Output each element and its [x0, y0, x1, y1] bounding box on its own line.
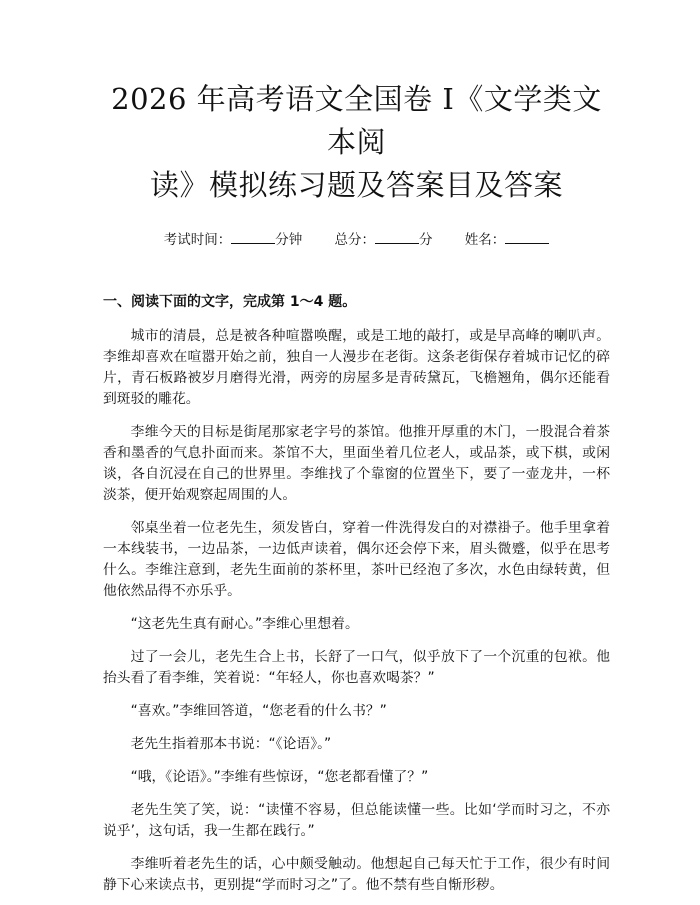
time-unit: 分钟	[275, 232, 303, 248]
score-unit: 分	[419, 232, 433, 248]
title-line-1: 2026 年高考语文全国卷 I《文学类文本阅	[111, 82, 602, 159]
passage-paragraph: 邻桌坐着一位老先生，须发皆白，穿着一件洗得发白的对襟褂子。他手里拿着一本线装书，一边品茶，一边低声读着，偶尔还会停下来，眉头微蹙，似乎在思考什么。李维注意到，老先生面前的茶杯里，茶叶已经泡了多次，水色由绿转黄，但他依然品得不亦乐乎。	[103, 520, 610, 599]
exam-info	[103, 229, 610, 250]
passage-paragraph: “哦，《论语》。”李维有些惊讶，“您老都看懂了？”	[130, 769, 429, 785]
page-title	[103, 78, 610, 207]
time-label: 考试时间：	[163, 232, 232, 248]
exam-time	[164, 229, 303, 250]
passage-paragraph: 李维今天的目标是街尾那家老字号的茶馆。他推开厚重的木门，一股混合着茶香和墨香的气息扑面而来。茶馆不大，里面坐着几位老人，或品茶，或下棋，或闲谈，各自沉浸在自己的世界里。李维找了个靠窗的位置坐下，要了一壶龙井，一杯淡茶，便开始观察起周围的人。	[103, 424, 610, 503]
title-line-2: 读》模拟练习题及答案目及答案	[149, 168, 563, 202]
total-score	[335, 229, 433, 250]
passage-paragraph: 城市的清晨，总是被各种喧嚣唤醒，或是工地的敲打，或是早高峰的喇叭声。李维却喜欢在喧嚣开始之前，独自一人漫步在老街。这条老街保存着城市记忆的碎片，青石板路被岁月磨得光滑，两旁的房屋多是青砖黛瓦，飞檐翘角，偶尔还能看到斑驳的雕花。	[103, 328, 610, 407]
time-blank	[231, 229, 275, 244]
name-label: 姓名：	[464, 232, 506, 248]
passage-paragraph: 老先生笑了笑，说：“读懂不容易，但总能读懂一些。比如‘学而时习之，不亦说乎’，这句话，我一生都在践行。”	[103, 802, 610, 839]
section-heading: 一、阅读下面的文字，完成第 1～4 题。	[103, 294, 357, 310]
passage-paragraph: 过了一会儿，老先生合上书，长舒了一口气，似乎放下了一个沉重的包袱。他抬头看了看李维，笑着说：“年轻人，你也喜欢喝茶？”	[103, 649, 610, 686]
passage-paragraph: 李维听着老先生的话，心中颇受触动。他想起自己每天忙于工作，很少有时间静下心来读点书，更别提“学而时习之”了。他不禁有些自惭形秽。	[103, 856, 610, 893]
name-blank	[505, 229, 549, 244]
score-label: 总分：	[334, 232, 375, 248]
score-blank	[375, 229, 419, 244]
passage-paragraph: “喜欢。”李维回答道，“您老看的什么书？”	[130, 703, 387, 719]
student-name	[465, 229, 550, 250]
passage-paragraph: “这老先生真有耐心。”李维心里想着。	[130, 616, 359, 632]
reading-passage	[103, 326, 610, 896]
passage-paragraph: 老先生指着那本书说：“《论语》。”	[130, 736, 332, 752]
